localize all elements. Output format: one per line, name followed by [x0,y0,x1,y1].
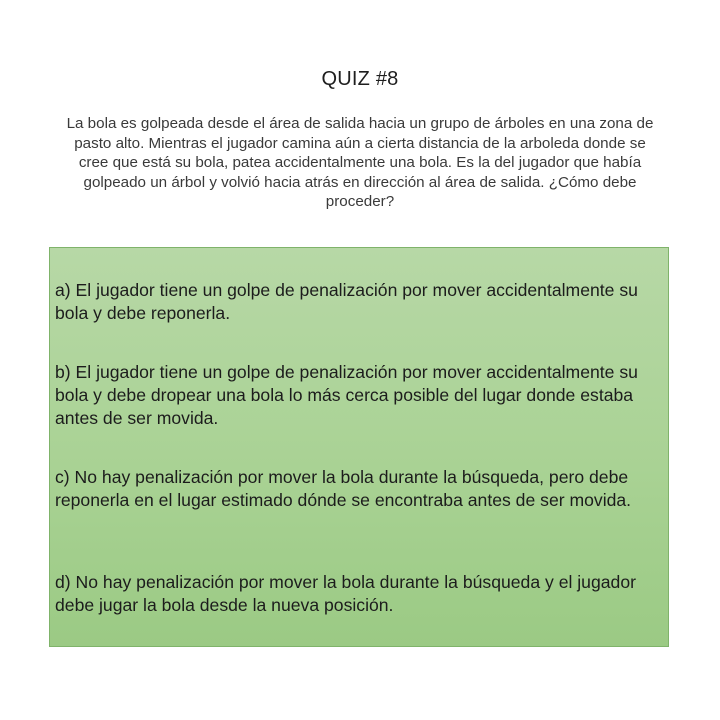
quiz-title: QUIZ #8 [321,68,399,90]
option-a[interactable]: a) El jugador tiene un golpe de penalización por mover accidentalmente su bola y debe reponerla. [55,280,638,323]
option-c[interactable]: c) No hay penalización por mover la bola durante la búsqueda, pero debe reponerla en el lugar estimado dónde se encontraba antes de ser movida. [55,467,632,510]
option-d[interactable]: d) No hay penalización por mover la bola durante la búsqueda y el jugador debe jugar la bola desde la nueva posición. [55,572,636,615]
answer-options-panel [49,247,669,647]
question-text: La bola es golpeada desde el área de salida hacia un grupo de árboles en una zona de pasto alto. Mientras el jugador camina aún a cierta distancia de la arboleda donde se cree que está su bola, patea accidentalmente una bola. Es la del jugador que había golpeado un árbol y volvió hacia atrás en dirección al área de salida. ¿Cómo debe proceder? [66,115,654,211]
option-b[interactable]: b) El jugador tiene un golpe de penalización por mover accidentalmente su bola y debe dropear una bola lo más cerca posible del lugar donde estaba antes de ser movida. [55,362,638,428]
